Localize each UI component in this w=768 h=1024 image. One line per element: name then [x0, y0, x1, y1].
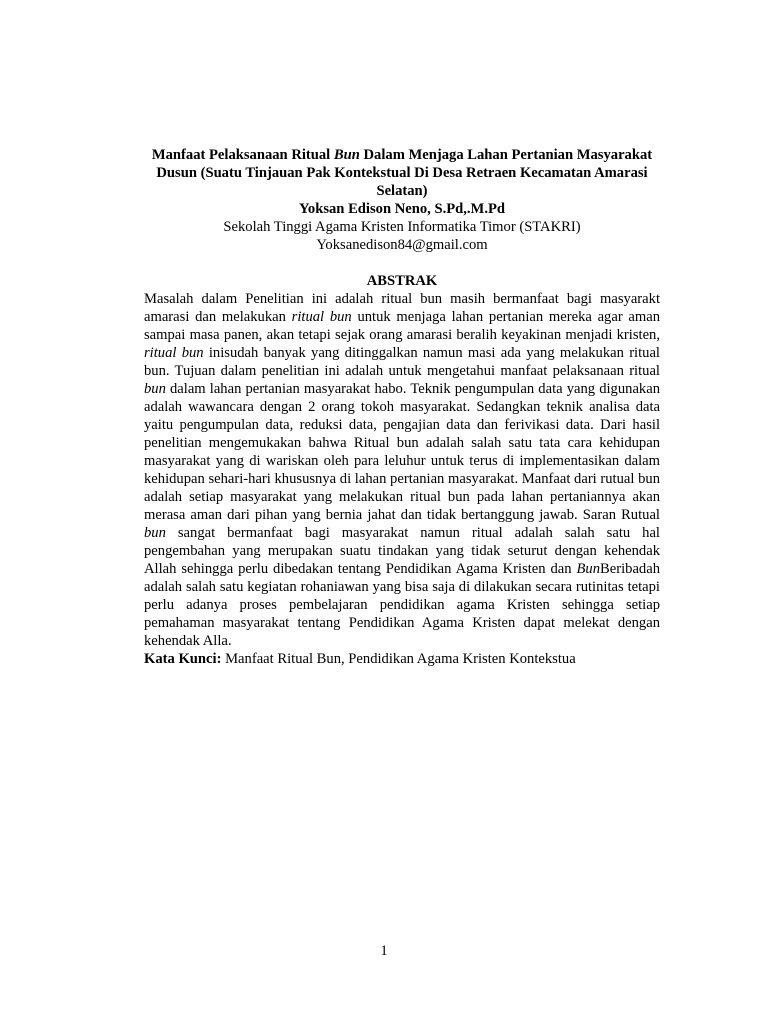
abstract-text-run: dalam lahan pertanian masyarakat habo. Teknik pengumpulan data yang digunakan adalah wawancara dengan 2 orang tokoh masyarakat. Sedangkan teknik analisa data yaitu pengumpulan data, reduksi data, pengajian data dan ferivikasi data. Dari hasil penelitian mengemukakan bahwa Ritual bun adalah salah satu tata cara kehidupan masyarakat yang di wariskan oleh para leluhur untuk terus di implementasikan dalam kehidupan sehari-hari khususnya di lahan pertanian masyarakat. Manfaat dari rutual bun adalah setiap masyarakat yang melakukan ritual bun pada lahan pertaniannya akan merasa aman dari pihan yang bernia jahat dan tidak bertanggung jawab. Saran Rutual	[144, 381, 660, 523]
keywords-text: Manfaat Ritual Bun, Pendidikan Agama Kristen Kontekstua	[221, 651, 576, 667]
title-part-1: Manfaat Pelaksanaan Ritual	[151, 147, 334, 163]
title-part-2: Dalam Menjaga Lahan Pertanian Masyarakat Dusun (Suatu Tinjauan Pak Kontekstual Di Desa Retraen Kecamatan Amarasi Selatan)	[156, 147, 653, 199]
author-name: Yoksan Edison Neno, S.Pd,.M.Pd	[299, 201, 505, 217]
abstract-text-run: sangat bermanfaat bagi masyarakat namun ritual adalah salah satu hal pengembahan yang merupakan suatu tindakan yang tidak seturut dengan kehendak Allah sehingga perlu dibedakan tentang Pendidikan Agama Kristen dan	[144, 525, 660, 577]
paper-page	[144, 146, 660, 668]
abstract-heading: ABSTRAK	[366, 273, 438, 289]
keywords-label: Kata Kunci:	[144, 651, 222, 667]
keywords	[144, 650, 660, 668]
abstract-italic-term: bun	[144, 525, 166, 541]
abstract-italic-term: Bun	[576, 561, 601, 577]
abstract-text-run: Masalah dalam Penelitian ini adalah ritual bun masih bermanfaat bagi masyarakt amarasi dan melakukan	[144, 291, 660, 325]
abstract-text-run: Beribadah adalah salah satu kegiatan rohaniawan yang bisa saja di dilakukan secara rutinitas tetapi perlu adanya proses pembelajaran pendidikan agama Kristen sehingga setiap pemahaman masyarakat tentang Pendidikan Agama Kristen dapat melekat dengan kehendak Alla.	[144, 561, 660, 649]
abstract-italic-term: ritual bun	[291, 309, 352, 325]
abstract-body	[144, 290, 660, 650]
title-italic: Bun	[333, 147, 360, 163]
paper-title	[144, 146, 660, 200]
author-email: Yoksanedison84@gmail.com	[316, 237, 488, 253]
affiliation: Sekolah Tinggi Agama Kristen Informatika Timor (STAKRI)	[223, 219, 581, 235]
abstract-text-run: inisudah banyak yang ditinggalkan namun masi ada yang melakukan ritual bun. Tujuan dalam penelitian ini adalah untuk mengetahui manfaat pelaksanaan ritual	[144, 345, 660, 379]
abstract-italic-term: ritual bun	[144, 345, 204, 361]
page-number: 1	[380, 943, 388, 959]
abstract-text-run: untuk menjaga lahan pertanian mereka agar aman sampai masa panen, akan tetapi sejak orang amarasi beralih keyakinan menjadi kristen,	[144, 309, 661, 343]
abstract-italic-term: bun	[144, 381, 166, 397]
